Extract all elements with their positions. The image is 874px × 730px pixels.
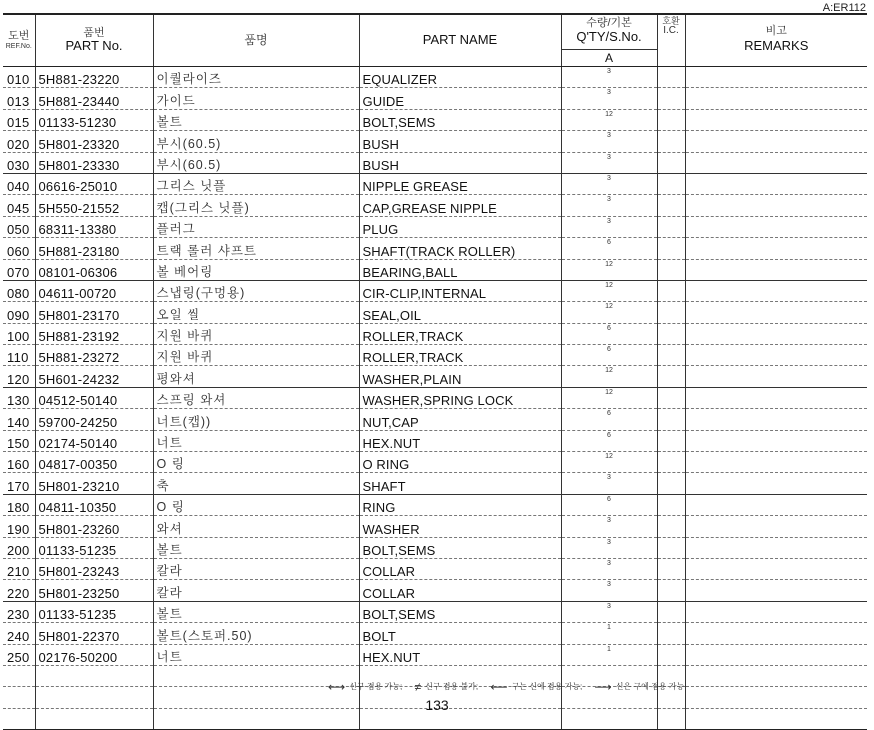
ref-cell: 030 xyxy=(3,152,35,173)
part-number-cell: 02174-50140 xyxy=(35,430,153,451)
part-name-cell: HEX.NUT xyxy=(359,430,561,451)
ref-cell: 080 xyxy=(3,280,35,301)
korean-name-cell: 볼트(스토퍼.50) xyxy=(153,623,359,644)
part-name-cell: SEAL,OIL xyxy=(359,302,561,323)
ref-cell: 190 xyxy=(3,516,35,537)
remarks-cell xyxy=(685,67,867,88)
header-remarks-kr: 비고 xyxy=(765,25,787,38)
quantity-cell: 12 xyxy=(561,452,657,473)
remarks-cell xyxy=(685,644,867,665)
part-name-cell: NUT,CAP xyxy=(359,409,561,430)
korean-name-cell: 와셔 xyxy=(153,516,359,537)
part-name-cell: O RING xyxy=(359,452,561,473)
parts-table xyxy=(3,13,867,730)
ref-cell: 200 xyxy=(3,537,35,558)
part-number-cell: 04512-50140 xyxy=(35,387,153,408)
part-name-cell: BOLT,SEMS xyxy=(359,537,561,558)
remarks-cell xyxy=(685,665,867,686)
ic-cell xyxy=(657,452,685,473)
ref-cell: 140 xyxy=(3,409,35,430)
table-row xyxy=(3,67,867,88)
header-qty-en: Q'TY/S.No. xyxy=(576,29,642,45)
header-remarks xyxy=(685,14,867,67)
header-part-name-label: PART NAME xyxy=(422,32,498,48)
part-name-cell: CIR-CLIP,INTERNAL xyxy=(359,280,561,301)
part-name-cell: BUSH xyxy=(359,152,561,173)
korean-name-cell: 볼 베어링 xyxy=(153,259,359,280)
quantity-cell: 12 xyxy=(561,366,657,387)
header-ic-kr: 호환 xyxy=(662,16,680,26)
part-number-cell: 06616-25010 xyxy=(35,173,153,194)
ref-cell: 060 xyxy=(3,238,35,259)
part-name-cell: ROLLER,TRACK xyxy=(359,345,561,366)
quantity-cell: 3 xyxy=(561,558,657,579)
remarks-cell xyxy=(685,259,867,280)
ref-cell: 220 xyxy=(3,580,35,601)
part-number-cell: 5H801-23320 xyxy=(35,131,153,152)
remarks-cell xyxy=(685,216,867,237)
table-row xyxy=(3,452,867,473)
korean-name-cell: 축 xyxy=(153,473,359,494)
table-row xyxy=(3,216,867,237)
ref-cell: 050 xyxy=(3,216,35,237)
part-name-cell: GUIDE xyxy=(359,88,561,109)
part-number-cell: 08101-06306 xyxy=(35,259,153,280)
remarks-cell xyxy=(685,601,867,622)
remarks-cell xyxy=(685,88,867,109)
table-row xyxy=(3,259,867,280)
ic-cell xyxy=(657,323,685,344)
remarks-cell xyxy=(685,280,867,301)
header-part-name xyxy=(359,14,561,67)
header-partno-kr: 품번 xyxy=(83,26,105,39)
part-number-cell: 68311-13380 xyxy=(35,216,153,237)
part-name-cell: BOLT,SEMS xyxy=(359,601,561,622)
ic-cell xyxy=(657,430,685,451)
ic-cell xyxy=(657,88,685,109)
korean-name-cell: 부시(60.5) xyxy=(153,152,359,173)
ic-cell xyxy=(657,366,685,387)
remarks-cell xyxy=(685,366,867,387)
part-name-cell: COLLAR xyxy=(359,580,561,601)
part-name-cell: BOLT,SEMS xyxy=(359,109,561,130)
part-name-cell: RING xyxy=(359,494,561,515)
korean-name-cell: 너트 xyxy=(153,644,359,665)
korean-name-cell: O 링 xyxy=(153,494,359,515)
korean-name-cell: 플러그 xyxy=(153,216,359,237)
ref-cell: 150 xyxy=(3,430,35,451)
ic-cell xyxy=(657,259,685,280)
ref-cell: 210 xyxy=(3,558,35,579)
part-name-cell: WASHER,PLAIN xyxy=(359,366,561,387)
part-number-cell: 5H881-23192 xyxy=(35,323,153,344)
korean-name-cell: 너트 xyxy=(153,430,359,451)
part-number-cell: 04817-00350 xyxy=(35,452,153,473)
quantity-cell: 12 xyxy=(561,280,657,301)
ic-cell xyxy=(657,302,685,323)
table-row xyxy=(3,323,867,344)
ic-cell xyxy=(657,601,685,622)
table-row xyxy=(3,537,867,558)
compatibility-legend xyxy=(324,680,690,694)
korean-name-cell: 지원 바퀴 xyxy=(153,323,359,344)
ref-cell: 020 xyxy=(3,131,35,152)
remarks-cell xyxy=(685,238,867,259)
ic-cell xyxy=(657,152,685,173)
quantity-cell: 6 xyxy=(561,345,657,366)
remarks-cell xyxy=(685,430,867,451)
ref-cell: 240 xyxy=(3,623,35,644)
ic-cell xyxy=(657,67,685,88)
ref-cell: 230 xyxy=(3,601,35,622)
remarks-cell xyxy=(685,537,867,558)
ref-cell: 045 xyxy=(3,195,35,216)
table-row xyxy=(3,109,867,130)
table-row xyxy=(3,302,867,323)
part-number-cell: 59700-24250 xyxy=(35,409,153,430)
ic-cell xyxy=(657,644,685,665)
table-row xyxy=(3,280,867,301)
legend-text-4: 신은 구에 겸용 가능 xyxy=(615,682,685,692)
table-row xyxy=(3,644,867,665)
legend-not-equal-icon: ≠ xyxy=(414,680,422,694)
quantity-cell: 3 xyxy=(561,601,657,622)
quantity-cell: 3 xyxy=(561,88,657,109)
korean-name-cell: 오일 씰 xyxy=(153,302,359,323)
ref-cell: 170 xyxy=(3,473,35,494)
part-number-cell xyxy=(35,665,153,686)
korean-name-cell: 볼트 xyxy=(153,537,359,558)
quantity-cell: 3 xyxy=(561,131,657,152)
part-number-cell: 04611-00720 xyxy=(35,280,153,301)
korean-name-cell: 트랙 롤러 샤프트 xyxy=(153,238,359,259)
legend-right-arrow-icon: ⟶ xyxy=(594,680,612,694)
ic-cell xyxy=(657,558,685,579)
remarks-cell xyxy=(685,323,867,344)
part-number-cell: 5H801-23260 xyxy=(35,516,153,537)
table-row xyxy=(3,152,867,173)
ref-cell: 013 xyxy=(3,88,35,109)
ref-cell: 120 xyxy=(3,366,35,387)
part-number-cell: 5H601-24232 xyxy=(35,366,153,387)
ref-cell: 100 xyxy=(3,323,35,344)
remarks-cell xyxy=(685,494,867,515)
part-name-cell: EQUALIZER xyxy=(359,67,561,88)
part-name-cell: COLLAR xyxy=(359,558,561,579)
table-row xyxy=(3,131,867,152)
korean-name-cell: 칼라 xyxy=(153,580,359,601)
part-number-cell: 01133-51235 xyxy=(35,537,153,558)
legend-left-arrow-icon: ⟵ xyxy=(490,680,508,694)
quantity-cell: 3 xyxy=(561,537,657,558)
ic-cell xyxy=(657,345,685,366)
ic-cell xyxy=(657,494,685,515)
korean-name-cell: 그리스 닛플 xyxy=(153,173,359,194)
korean-name-cell: 너트(캡)) xyxy=(153,409,359,430)
remarks-cell xyxy=(685,131,867,152)
part-name-cell: PLUG xyxy=(359,216,561,237)
ref-cell xyxy=(3,665,35,686)
ref-cell: 160 xyxy=(3,452,35,473)
table-row xyxy=(3,238,867,259)
remarks-cell xyxy=(685,473,867,494)
table-row xyxy=(3,345,867,366)
table-row xyxy=(3,430,867,451)
quantity-cell: 12 xyxy=(561,387,657,408)
part-number-cell: 5H550-21552 xyxy=(35,195,153,216)
part-name-cell: BEARING,BALL xyxy=(359,259,561,280)
header-name-kr-label: 품명 xyxy=(244,33,268,48)
korean-name-cell: 지원 바퀴 xyxy=(153,345,359,366)
part-number-cell: 5H801-23210 xyxy=(35,473,153,494)
remarks-cell xyxy=(685,152,867,173)
table-row xyxy=(3,516,867,537)
remarks-cell xyxy=(685,452,867,473)
table-row xyxy=(3,580,867,601)
header-remarks-en: REMARKS xyxy=(744,37,809,53)
page-number: 133 xyxy=(425,697,449,713)
remarks-cell xyxy=(685,173,867,194)
legend-text-3: 구는 신에 겸용 가능; xyxy=(511,682,583,692)
quantity-cell: 12 xyxy=(561,259,657,280)
remarks-cell xyxy=(685,623,867,644)
part-number-cell: 5H881-23272 xyxy=(35,345,153,366)
part-name-cell: WASHER xyxy=(359,516,561,537)
ic-cell xyxy=(657,473,685,494)
ic-cell xyxy=(657,387,685,408)
part-number-cell: 5H801-22370 xyxy=(35,623,153,644)
table-row xyxy=(3,473,867,494)
quantity-cell: 6 xyxy=(561,409,657,430)
ref-cell: 110 xyxy=(3,345,35,366)
part-number-cell: 5H801-23330 xyxy=(35,152,153,173)
ref-cell: 070 xyxy=(3,259,35,280)
header-qty xyxy=(561,14,657,50)
remarks-cell xyxy=(685,580,867,601)
header-qty-sub: A xyxy=(561,50,657,67)
header-ic-en: I.C. xyxy=(663,25,679,37)
part-number-cell: 5H881-23220 xyxy=(35,67,153,88)
ic-cell xyxy=(657,173,685,194)
korean-name-cell: 스프링 와셔 xyxy=(153,387,359,408)
quantity-cell: 3 xyxy=(561,516,657,537)
part-number-cell: 5H801-23250 xyxy=(35,580,153,601)
ref-cell: 090 xyxy=(3,302,35,323)
remarks-cell xyxy=(685,387,867,408)
korean-name-cell: 볼트 xyxy=(153,109,359,130)
part-number-cell: 5H801-23170 xyxy=(35,302,153,323)
quantity-cell: 3 xyxy=(561,580,657,601)
quantity-cell: 12 xyxy=(561,109,657,130)
header-name-kr xyxy=(153,14,359,67)
remarks-cell xyxy=(685,345,867,366)
quantity-cell: 3 xyxy=(561,216,657,237)
korean-name-cell: 부시(60.5) xyxy=(153,131,359,152)
table-row xyxy=(3,409,867,430)
ref-cell: 130 xyxy=(3,387,35,408)
ic-cell xyxy=(657,580,685,601)
remarks-cell xyxy=(685,109,867,130)
header-ref xyxy=(3,14,35,67)
ic-cell xyxy=(657,216,685,237)
korean-name-cell: O 링 xyxy=(153,452,359,473)
ic-cell xyxy=(657,238,685,259)
table-row xyxy=(3,88,867,109)
ref-cell: 010 xyxy=(3,67,35,88)
part-name-cell: CAP,GREASE NIPPLE xyxy=(359,195,561,216)
part-name-cell: BUSH xyxy=(359,131,561,152)
quantity-cell: 1 xyxy=(561,623,657,644)
part-number-cell: 5H881-23440 xyxy=(35,88,153,109)
header-ref-kr: 도번 xyxy=(8,30,30,43)
part-name-cell: BOLT xyxy=(359,623,561,644)
header-ref-en: REF.No. xyxy=(5,42,32,50)
korean-name-cell: 캡(그리스 닛플) xyxy=(153,195,359,216)
korean-name-cell: 스냅링(구멍용) xyxy=(153,280,359,301)
header-partno xyxy=(35,14,153,67)
korean-name-cell: 볼트 xyxy=(153,601,359,622)
quantity-cell: 6 xyxy=(561,494,657,515)
table-row xyxy=(3,366,867,387)
korean-name-cell: 칼라 xyxy=(153,558,359,579)
ic-cell xyxy=(657,516,685,537)
ic-cell xyxy=(657,280,685,301)
ic-cell xyxy=(657,537,685,558)
remarks-cell xyxy=(685,195,867,216)
part-number-cell: 5H881-23180 xyxy=(35,238,153,259)
korean-name-cell: 평와셔 xyxy=(153,366,359,387)
parts-table-body xyxy=(3,67,867,730)
header-ic xyxy=(657,14,685,67)
part-number-cell: 5H801-23243 xyxy=(35,558,153,579)
part-number-cell: 02176-50200 xyxy=(35,644,153,665)
ic-cell xyxy=(657,109,685,130)
quantity-cell: 1 xyxy=(561,644,657,665)
quantity-cell: 3 xyxy=(561,152,657,173)
part-number-cell: 01133-51235 xyxy=(35,601,153,622)
quantity-cell: 3 xyxy=(561,67,657,88)
legend-text-2: 신구 겸용 불가; xyxy=(425,682,479,692)
ic-cell xyxy=(657,623,685,644)
ref-cell: 180 xyxy=(3,494,35,515)
quantity-cell: 3 xyxy=(561,473,657,494)
ic-cell xyxy=(657,409,685,430)
table-row xyxy=(3,623,867,644)
legend-text-1: 신구 겸용 가능; xyxy=(349,682,403,692)
remarks-cell xyxy=(685,516,867,537)
part-name-cell: WASHER,SPRING LOCK xyxy=(359,387,561,408)
table-row xyxy=(3,173,867,194)
remarks-cell xyxy=(685,302,867,323)
quantity-cell: 6 xyxy=(561,430,657,451)
ref-cell: 040 xyxy=(3,173,35,194)
quantity-cell: 3 xyxy=(561,173,657,194)
table-row xyxy=(3,195,867,216)
catalog-code: A:ER112 xyxy=(822,2,866,14)
ic-cell xyxy=(657,195,685,216)
table-row xyxy=(3,494,867,515)
header-qty-kr: 수량/기본 xyxy=(586,16,632,29)
part-name-cell: SHAFT(TRACK ROLLER) xyxy=(359,238,561,259)
remarks-cell xyxy=(685,409,867,430)
part-name-cell: HEX.NUT xyxy=(359,644,561,665)
quantity-cell: 3 xyxy=(561,195,657,216)
header-partno-en: PART No. xyxy=(65,38,123,54)
ref-cell: 250 xyxy=(3,644,35,665)
quantity-cell: 6 xyxy=(561,238,657,259)
table-row xyxy=(3,387,867,408)
quantity-cell: 12 xyxy=(561,302,657,323)
part-name-cell: SHAFT xyxy=(359,473,561,494)
table-row xyxy=(3,558,867,579)
quantity-cell: 6 xyxy=(561,323,657,344)
table-row xyxy=(3,601,867,622)
remarks-cell xyxy=(685,558,867,579)
ref-cell: 015 xyxy=(3,109,35,130)
part-number-cell: 04811-10350 xyxy=(35,494,153,515)
ic-cell xyxy=(657,131,685,152)
korean-name-cell: 가이드 xyxy=(153,88,359,109)
part-name-cell: ROLLER,TRACK xyxy=(359,323,561,344)
part-name-cell: NIPPLE GREASE xyxy=(359,173,561,194)
korean-name-cell: 이퀄라이즈 xyxy=(153,67,359,88)
legend-both-way-icon: ⟷ xyxy=(328,680,346,694)
part-number-cell: 01133-51230 xyxy=(35,109,153,130)
